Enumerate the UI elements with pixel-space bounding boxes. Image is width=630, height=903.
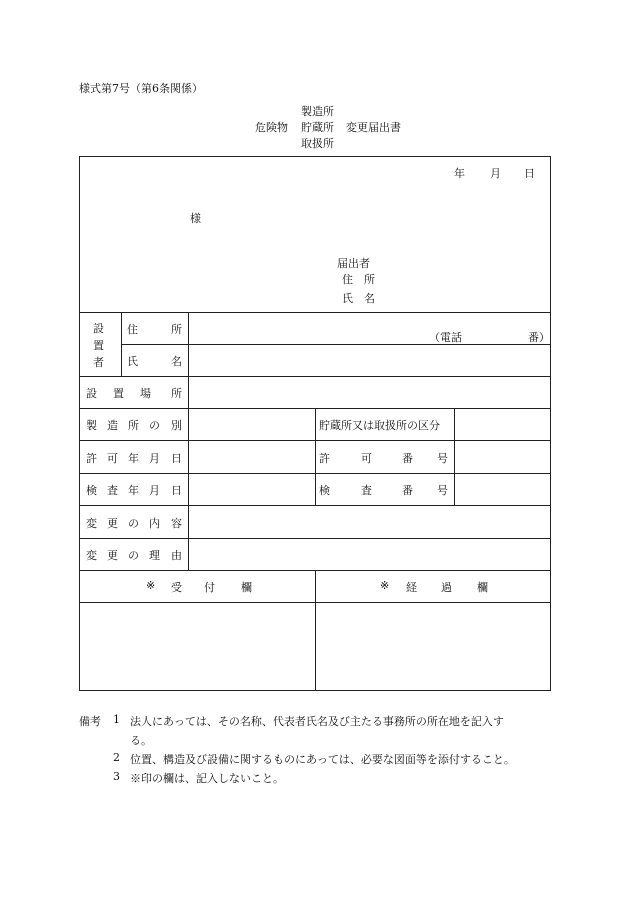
storage-category-label: 貯蔵所又は取扱所の区分 bbox=[319, 419, 440, 432]
divider bbox=[454, 408, 455, 505]
date-year: 年 bbox=[454, 167, 465, 180]
permit-date-label-char: 日 bbox=[171, 452, 182, 465]
reception-label-char: 受 bbox=[171, 581, 182, 594]
title-option-manufacturing: 製造所 bbox=[301, 105, 334, 118]
divider bbox=[80, 376, 550, 377]
installer-label-char: 者 bbox=[93, 356, 104, 369]
note-text-continued: る。 bbox=[130, 734, 152, 747]
permit-number-label-char: 号 bbox=[437, 452, 448, 465]
change-reason-label-char: の bbox=[128, 549, 139, 562]
reception-label-char: ※ bbox=[146, 579, 156, 592]
progress-label-char: 過 bbox=[441, 581, 452, 594]
title-prefix: 危険物 bbox=[255, 121, 288, 134]
divider bbox=[80, 312, 550, 313]
divider bbox=[315, 570, 316, 690]
location-label-char: 設 bbox=[86, 387, 97, 400]
location-label-char: 置 bbox=[113, 387, 124, 400]
permit-date-label-char: 許 bbox=[86, 452, 97, 465]
title-option-handling: 取扱所 bbox=[301, 137, 334, 150]
inspection-date-label-char: 査 bbox=[107, 484, 118, 497]
inspection-date-label-char: 検 bbox=[86, 484, 97, 497]
facility-type-label-char: の bbox=[149, 419, 160, 432]
phone-close: 番） bbox=[528, 331, 550, 344]
installer-name-label: 氏 bbox=[127, 355, 138, 368]
location-label-char: 所 bbox=[171, 387, 182, 400]
date-day: 日 bbox=[524, 167, 535, 180]
change-reason-label-char: 変 bbox=[86, 549, 97, 562]
installer-label-char: 置 bbox=[93, 339, 104, 352]
permit-date-label-char: 可 bbox=[107, 452, 118, 465]
divider bbox=[188, 312, 189, 570]
change-content-label-char: 容 bbox=[171, 517, 182, 530]
facility-type-label-char: 製 bbox=[86, 419, 97, 432]
inspection-number-label-char: 号 bbox=[437, 484, 448, 497]
change-content-label-char: 内 bbox=[149, 517, 160, 530]
installer-name-label: 名 bbox=[171, 355, 182, 368]
inspection-date-label-char: 月 bbox=[149, 484, 160, 497]
permit-date-label-char: 年 bbox=[128, 452, 139, 465]
progress-label-char: 経 bbox=[406, 581, 417, 594]
facility-type-label-char: 別 bbox=[171, 419, 182, 432]
divider bbox=[121, 312, 122, 376]
reception-label-char: 欄 bbox=[241, 581, 252, 594]
progress-label-char: ※ bbox=[380, 579, 390, 592]
facility-type-label-char: 所 bbox=[128, 419, 139, 432]
note-number: 1 bbox=[113, 713, 120, 726]
form-frame bbox=[79, 156, 551, 691]
date-month: 月 bbox=[490, 167, 501, 180]
facility-type-label-char: 造 bbox=[107, 419, 118, 432]
inspection-number-label-char: 検 bbox=[319, 484, 330, 497]
note-text: 法人にあっては、その名称、代表者氏名及び主たる事務所の所在地を記入す bbox=[130, 715, 504, 728]
installer-address-label: 所 bbox=[171, 323, 182, 336]
divider bbox=[315, 408, 316, 505]
change-content-label-char: 変 bbox=[86, 517, 97, 530]
document-title bbox=[255, 103, 435, 151]
inspection-number-label-char: 番 bbox=[402, 484, 413, 497]
inspection-date-label-char: 年 bbox=[128, 484, 139, 497]
notifier-address-label: 住 所 bbox=[342, 273, 375, 286]
inspection-number-label-char: 査 bbox=[361, 484, 372, 497]
note-number: 2 bbox=[113, 751, 120, 764]
change-content-label-char: の bbox=[128, 517, 139, 530]
title-option-storage: 貯蔵所 bbox=[301, 121, 334, 134]
notifier-name-label: 氏 名 bbox=[342, 292, 375, 305]
change-reason-label-char: 由 bbox=[171, 549, 182, 562]
permit-date-label-char: 月 bbox=[149, 452, 160, 465]
phone-open: （電話 bbox=[429, 331, 462, 344]
installer-label-char: 設 bbox=[93, 322, 104, 335]
progress-label-char: 欄 bbox=[477, 581, 488, 594]
note-text: ※印の欄は、記入しないこと。 bbox=[130, 772, 284, 785]
reception-label-char: 付 bbox=[204, 581, 215, 594]
title-suffix: 変更届出書 bbox=[346, 121, 401, 134]
inspection-date-label-char: 日 bbox=[171, 484, 182, 497]
divider bbox=[80, 538, 550, 539]
permit-number-label-char: 許 bbox=[319, 452, 330, 465]
permit-number-label-char: 番 bbox=[402, 452, 413, 465]
note-number: 3 bbox=[113, 770, 120, 783]
addressee-suffix: 様 bbox=[190, 212, 201, 225]
location-label-char: 場 bbox=[140, 387, 151, 400]
change-content-label-char: 更 bbox=[107, 517, 118, 530]
notes-label: 備考 bbox=[79, 715, 101, 728]
notifier-label: 届出者 bbox=[337, 257, 370, 270]
divider bbox=[80, 505, 550, 506]
installer-address-label: 住 bbox=[127, 323, 138, 336]
divider bbox=[121, 344, 550, 345]
form-number: 様式第7号（第6条関係） bbox=[79, 82, 203, 95]
change-reason-label-char: 理 bbox=[149, 549, 160, 562]
note-text: 位置、構造及び設備に関するものにあっては、必要な図面等を添付すること。 bbox=[130, 753, 515, 766]
change-reason-label-char: 更 bbox=[107, 549, 118, 562]
permit-number-label-char: 可 bbox=[361, 452, 372, 465]
